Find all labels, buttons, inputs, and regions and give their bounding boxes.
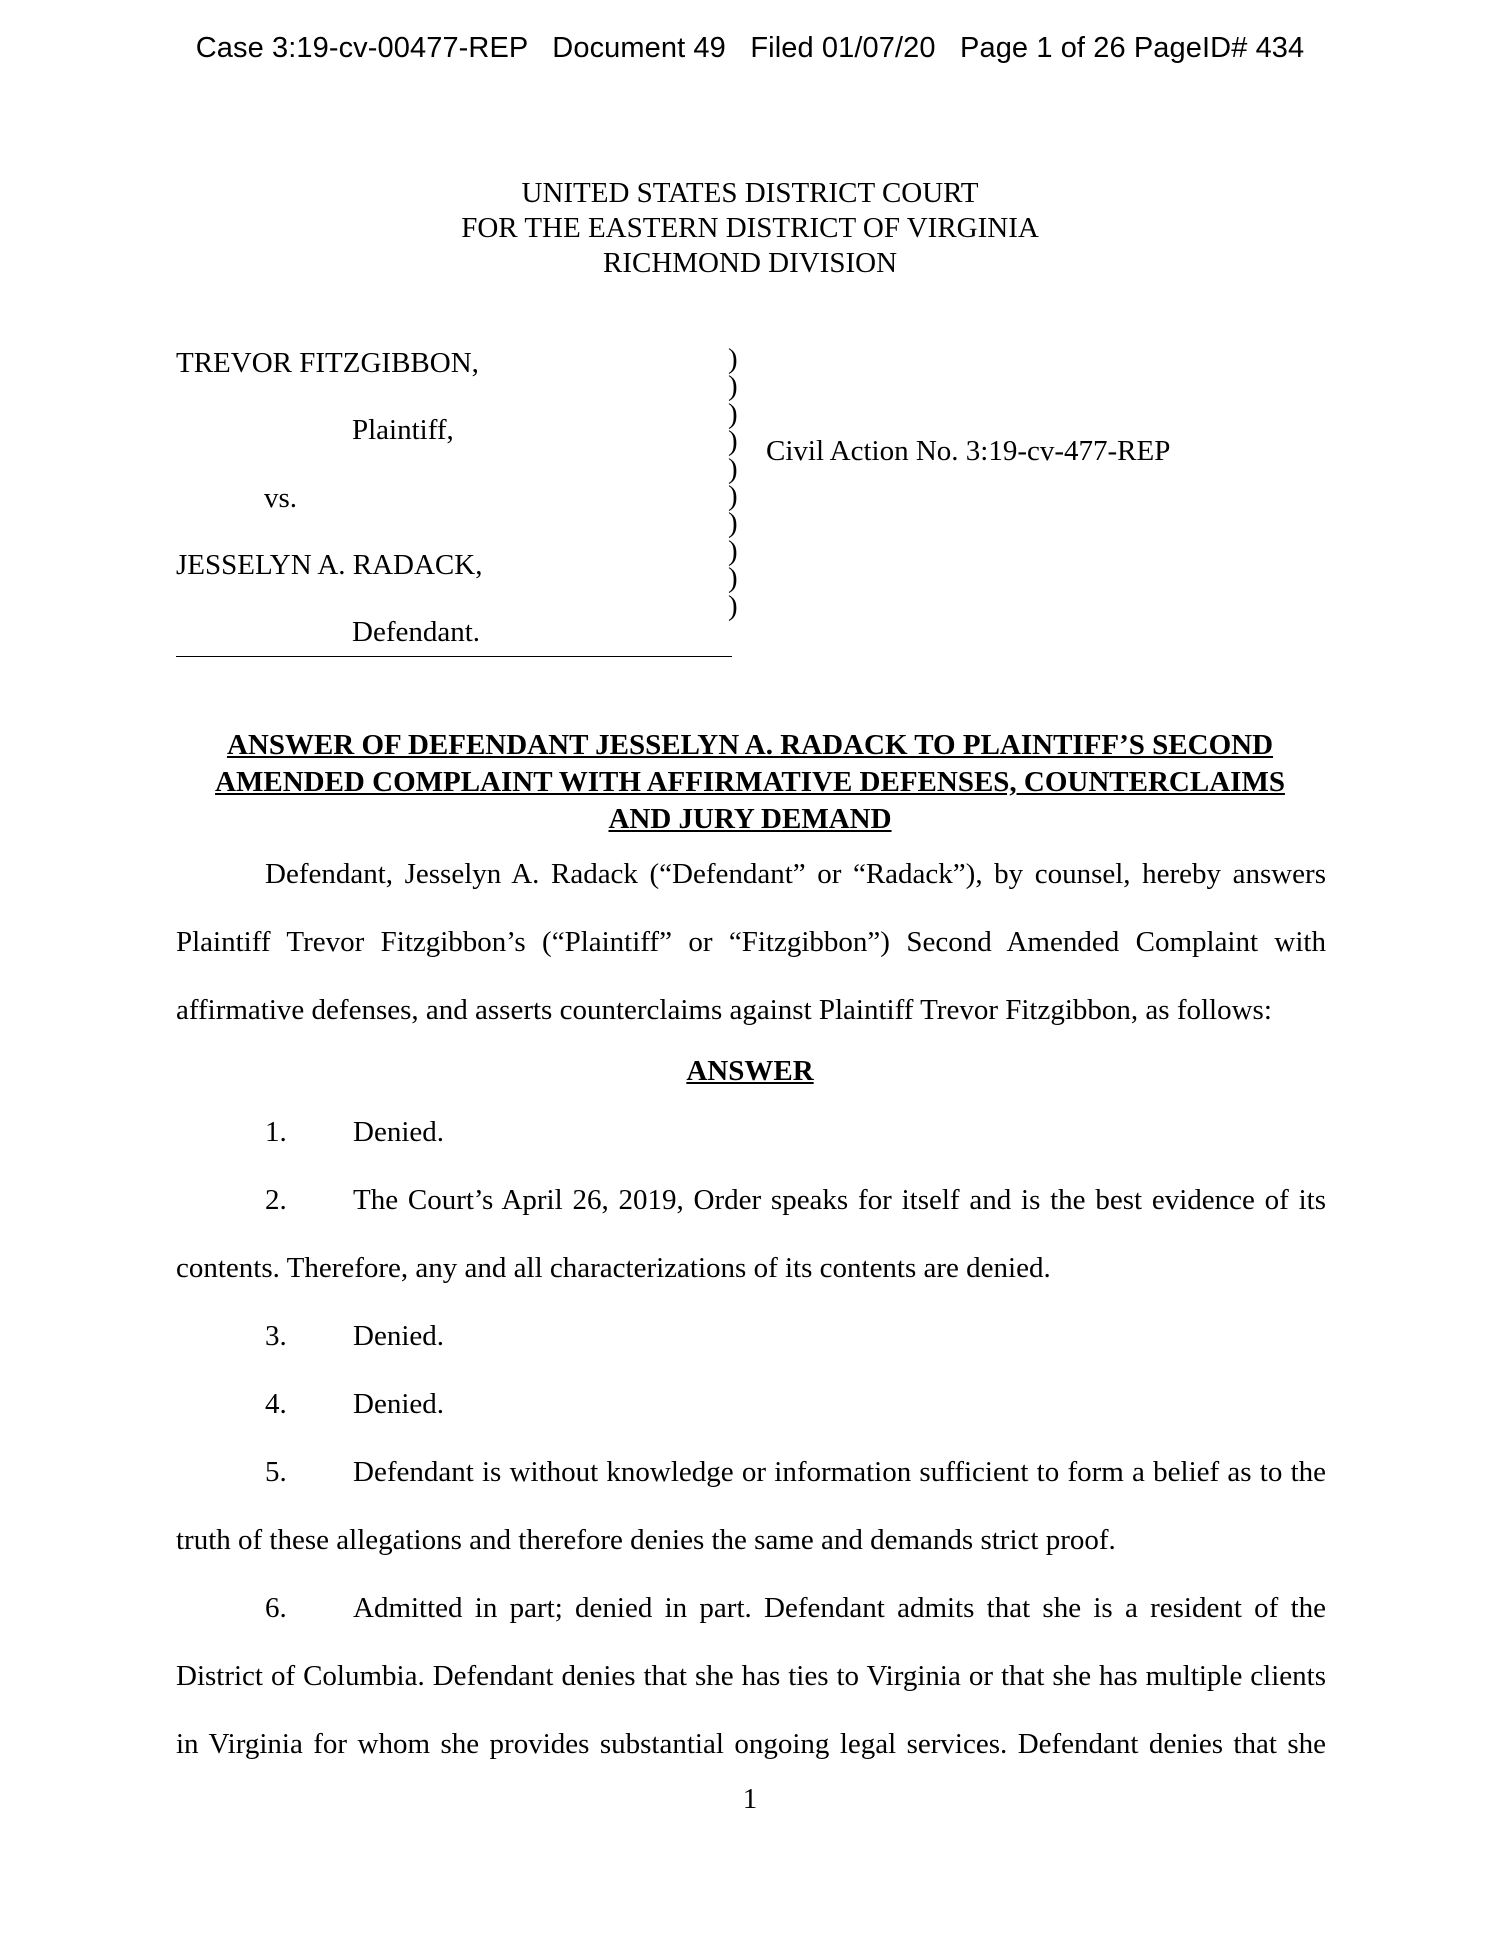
civil-action-number: Civil Action No. 3:19-cv-477-REP	[766, 435, 1171, 467]
list-item	[176, 1574, 1326, 1778]
ecf-header-stamp: Case 3:19-cv-00477-REP Document 49 Filed 01/07/20 Page 1 of 26 PageID# 434	[195, 32, 1305, 64]
paren: )	[728, 343, 738, 375]
paren: )	[728, 562, 738, 595]
item-number: 4.	[265, 1388, 287, 1420]
defendant-name: JESSELYN A. RADACK,	[176, 549, 483, 581]
document-title	[0, 727, 1500, 838]
paren: )	[728, 425, 738, 458]
plaintiff-role: Plaintiff,	[352, 414, 454, 446]
caption-divider	[176, 656, 732, 657]
list-item	[176, 1098, 1326, 1166]
defendant-role: Defendant.	[352, 616, 481, 648]
paren: )	[728, 397, 738, 430]
caption-parentheses	[728, 343, 738, 622]
list-item	[176, 1302, 1326, 1370]
item-text: Denied.	[353, 1320, 444, 1352]
paren: )	[728, 370, 738, 403]
list-item	[176, 1370, 1326, 1438]
item-text: The Court’s April 26, 2019, Order speaks for itself and is the best evidence of its contents. Therefore, any and all characterizations of its contents are denied.	[176, 1184, 1326, 1284]
intro-text: Defendant, Jesselyn A. Radack (“Defendant” or “Radack”), by counsel, hereby answers Plaintiff Trevor Fitzgibbon’s (“Plaintiff” or “Fitzgibbon”) Second Amended Complaint with affirmative defenses, and asserts counterclaims against Plaintiff Trevor Fitzgibbon, as follows:	[176, 858, 1326, 1026]
title-line: AND JURY DEMAND	[608, 803, 892, 835]
title-line: ANSWER OF DEFENDANT JESSELYN A. RADACK TO PLAINTIFF’S SECOND	[226, 729, 1274, 761]
plaintiff-name: TREVOR FITZGIBBON,	[176, 347, 479, 379]
paren: )	[728, 480, 738, 513]
item-number: 1.	[265, 1116, 287, 1148]
court-district: FOR THE EASTERN DISTRICT OF VIRGINIA	[461, 212, 1039, 244]
paren: )	[728, 452, 738, 485]
intro-paragraph	[176, 840, 1326, 1044]
list-item	[176, 1438, 1326, 1574]
item-number: 3.	[265, 1320, 287, 1352]
item-number: 2.	[265, 1184, 287, 1216]
paren: )	[728, 534, 738, 567]
list-item	[176, 1166, 1326, 1302]
title-line: AMENDED COMPLAINT WITH AFFIRMATIVE DEFENSES, COUNTERCLAIMS	[215, 766, 1285, 798]
paren: )	[728, 507, 738, 540]
paren: )	[728, 589, 738, 622]
item-number: 5.	[265, 1456, 287, 1488]
court-name: UNITED STATES DISTRICT COURT	[521, 177, 979, 209]
item-text: Admitted in part; denied in part. Defendant admits that she is a resident of the District of Columbia. Defendant denies that she has ties to Virginia or that she has multiple clients in Virginia for whom she provides substantial ongoing legal services. Defendant denies that she	[176, 1592, 1326, 1760]
item-text: Denied.	[353, 1388, 444, 1420]
item-text: Defendant is without knowledge or information sufficient to form a belief as to the truth of these allegations and therefore denies the same and demands strict proof.	[176, 1456, 1326, 1556]
court-heading	[0, 176, 1500, 281]
item-text: Denied.	[353, 1116, 444, 1148]
section-heading: ANSWER	[686, 1055, 814, 1087]
numbered-paragraphs	[176, 1098, 1326, 1778]
item-number: 6.	[265, 1592, 287, 1624]
versus: vs.	[264, 482, 298, 514]
court-division: RICHMOND DIVISION	[602, 247, 898, 279]
page-number: 1	[742, 1783, 758, 1815]
